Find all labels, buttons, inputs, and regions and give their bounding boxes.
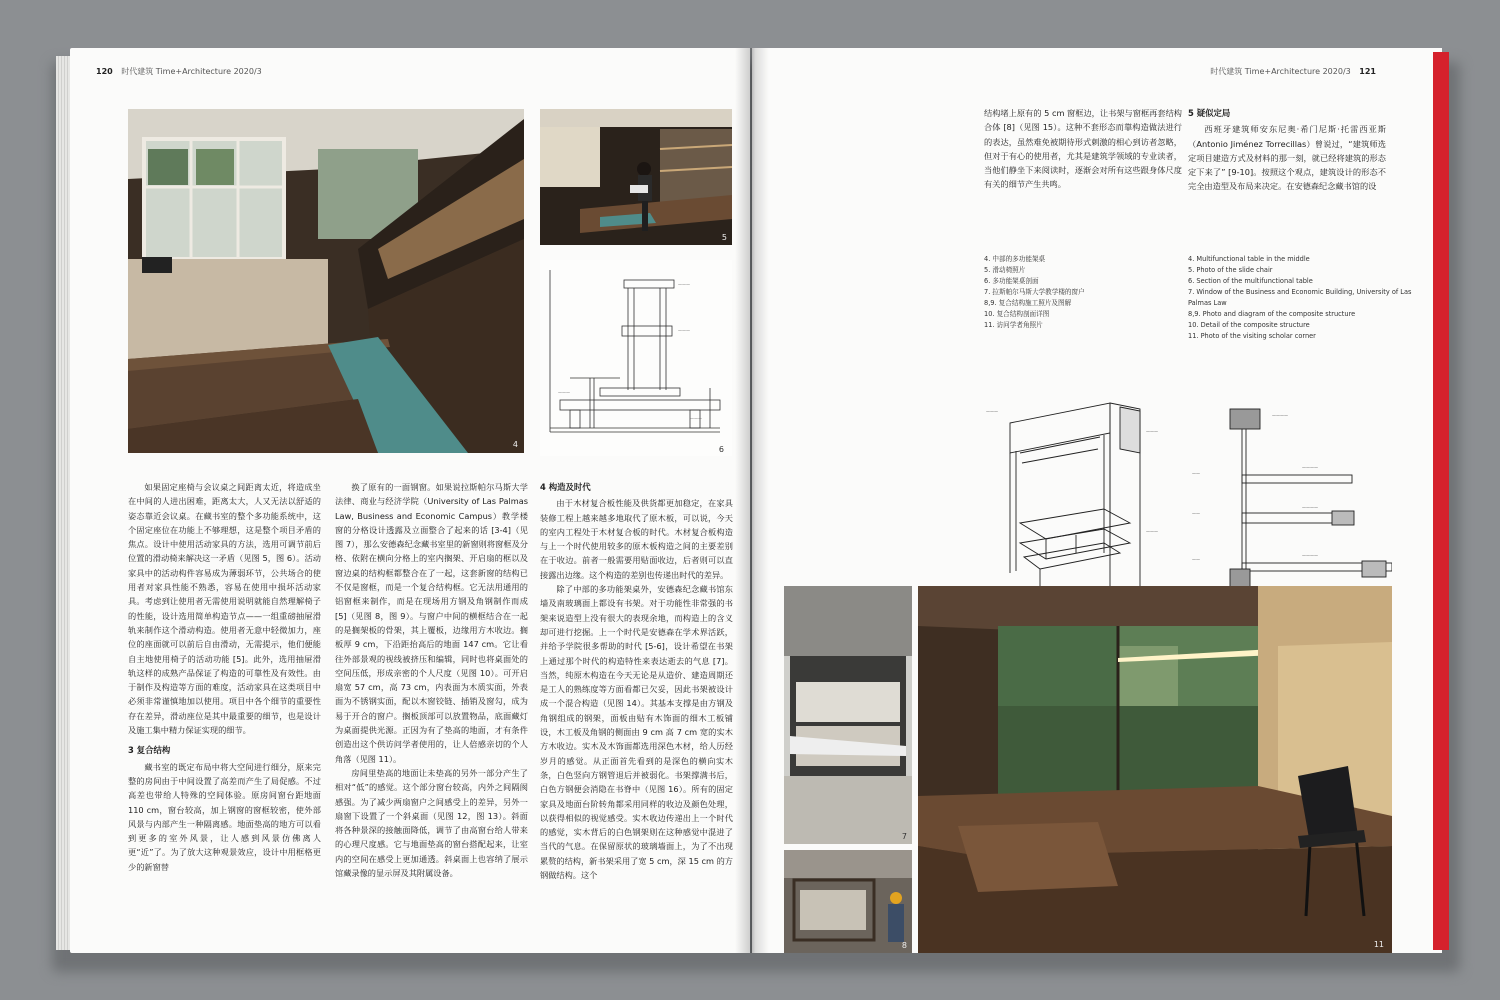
right-header [1210,66,1382,77]
svg-text:——: —— [1192,511,1200,516]
section-heading-3: 3 复合结构 [128,745,171,756]
caption: 10. 复合结构剖面详图 [984,310,1050,318]
red-page-edge [1433,52,1449,950]
figure-5-slide-chair-photo [540,109,732,245]
svg-text:———: ——— [1146,429,1158,434]
paragraph: 由于木材复合板性能及供货都更加稳定，在家具装修工程上越来越多地取代了原木板，可以说，今天的室内工程处于木材复合板的时代。木材复合板构造与上一个时代使用较多的原木板构造之间的主要差别在于收边。前者一般需要用贴面收边，后者则可以直接露出边缘。这个构造的差别也传递出时代的差异。 [540,498,733,580]
figure-6-number: 6 [718,445,724,454]
caption: 8,9. Photo and diagram of the composite structure [1188,310,1356,318]
caption: 4. 中部的多功能架桌 [984,255,1046,263]
svg-text:——: —— [1192,471,1200,476]
captions-chinese [984,254,1184,331]
svg-text:————: ———— [1272,413,1288,418]
caption: 11. Photo of the visiting scholar corner [1188,332,1316,340]
right-journal-title: 时代建筑 Time+Architecture 2020/3 [1210,67,1351,76]
section-heading-5: 5 疑似定局 [1188,108,1231,118]
svg-text:————: ———— [1302,553,1318,558]
left-text-column-1 [128,480,321,874]
construction-site-drawing [784,850,912,953]
library-interior-drawing [128,109,524,453]
figure-7-window-photo [784,586,912,844]
caption: 10. Detail of the composite structure [1188,321,1310,329]
svg-text:———: ——— [690,416,702,421]
right-text-column-1 [984,106,1182,192]
figure-8-construction-photo [784,850,912,953]
caption: 7. Window of the Business and Economic Building, University of Las [1188,288,1412,296]
slide-chair-drawing [540,109,732,245]
figure-4-number: 4 [512,440,518,449]
left-header [90,66,262,77]
left-journal-title: 时代建筑 Time+Architecture 2020/3 [121,67,262,76]
left-page-number: 120 [96,67,113,76]
figure-11-number: 11 [1373,940,1384,949]
captions-english [1188,254,1412,342]
svg-text:———: ——— [1146,529,1158,534]
figure-7-number: 7 [901,832,907,841]
svg-text:——: —— [1192,557,1200,562]
caption: 11. 访问学者角照片 [984,321,1043,329]
caption: 4. Multifunctional table in the middle [1188,255,1310,263]
figure-4-library-interior-photo [128,109,524,453]
caption: 7. 拉斯帕尔马斯大学教学楼的窗户 [984,288,1085,296]
right-page-number: 121 [1359,67,1376,76]
figure-6-section-drawing [540,260,732,456]
svg-text:————: ———— [1302,465,1318,470]
svg-text:———: ——— [986,409,998,414]
book-gutter-shadow [735,48,769,953]
left-page [70,48,750,953]
las-palmas-window-drawing [784,586,912,844]
figure-11-visiting-scholar-corner-photo [918,586,1392,953]
caption: 8,9. 复合结构施工照片及图解 [984,299,1072,307]
svg-text:———: ——— [678,328,690,333]
caption: 5. Photo of the slide chair [1188,266,1273,274]
scholar-corner-drawing [918,586,1392,953]
right-text-column-2 [1188,106,1386,194]
left-text-column-3 [540,480,733,882]
figure-5-number: 5 [721,233,727,242]
svg-text:———: ——— [558,390,570,395]
caption: Palmas Law [1188,299,1227,307]
svg-text:————: ———— [1302,505,1318,510]
svg-text:———: ——— [678,282,690,287]
paragraph: 换了原有的一面钢窗。如果说拉斯帕尔马斯大学法律、商业与经济学院（University of Las Palmas Law, Business and Economic Campus）教学楼窗的分格设计透露及立面整合了起来的话 [3-4]（见图 7），那么安德森纪念藏书室里的新窗则将窗框及分格、依附在横向分格上的室内搁架、开启扇的框以及窗边桌的结构框都整合在了一起，这套新窗的结构已不仅是窗框，而是一个复合结构框。它无法用通用的铝窗框来制作，而是在现场用方钢及角钢制作而成 [5]（见图 8，图 9）。与窗户中间的横框结合在一起的是搁架板的骨架，其上覆板，边缘用方木收边。搁板厚 9 cm，下沿距抬高后的地面 147 cm。它让看往外部景观的视线被挤压和编辑，同时也将桌面处的空间压低，形成亲密的个人尺度（见图 10）。可开启扇宽 57 cm，高 73 cm，内表面为木质实面，外表面为不锈钢实面，配以木窗铰链、插销及窗勾，成为易于开合的窗户。搁板顶部可以放置物品，底面藏灯为桌面提供光源。正因为有了垫高的地面，才有条件创造出这个供访问学者使用的，让人倍感亲切的个人角落（见图 11）。 [335,482,528,764]
section-heading-4: 4 构造及时代 [540,482,591,492]
paragraph: 房间里垫高的地面让未垫高的另外一部分产生了相对“低”的感觉。这个部分窗台较高，内外之间隔阂感强。为了减少两扇窗户之间感受上的差异，另外一扇窗下设置了一个斜桌面（见图 12，图 13）。斜面将各种景深的接触面降低，调节了由高窗台给人带来的心理尺度感。它与地面垫高的窗台搭配起来，让室内的空间在感受上更加通透。斜桌面上也容纳了展示馆藏录像的显示屏及其附属设备。 [335,767,528,879]
multifunctional-table-section-drawing [540,260,732,456]
caption: 6. Section of the multifunctional table [1188,277,1313,285]
caption: 6. 多功能架桌剖面 [984,277,1039,285]
caption: 5. 滑动椅照片 [984,266,1026,274]
right-page [752,48,1442,953]
paragraph: 西班牙建筑师安东尼奥·希门尼斯·托雷西亚斯（Antonio Jiménez Torrecillas）曾说过，“建筑师选定项目建造方式及材料的那一刻，就已经将建筑的形态定下来了” [9-10]。按照这个观点，建筑设计的形态不完全由造型及布局来决定。在安德森纪念藏书馆的设 [1188,124,1386,192]
figure-8-number: 8 [901,941,907,950]
left-text-column-2 [335,480,528,880]
paragraph: 结构堵上原有的 5 cm 窗框边，让书架与窗框再套结构合体 [8]（见图 15）。这种不套形态而靠构造做法进行的表达，虽然难免被期待形式刺激的相心到访者忽略，但对于有心的使用者，尤其是建筑学领域的专业读者，当他们静坐下来阅读时，逐渐会对所有这些跟身体尺度有关的细节产生共鸣。 [984,108,1182,190]
paragraph: 除了中部的多功能架桌外，安德森纪念藏书馆东墙及南玻璃面上都设有书架。对于功能性非常强的书架来说造型上没有很大的表现余地，而构造上的含义却可进行挖掘。上一个时代是安德森在学术界活跃，并给予学院很多帮助的时代 [5-6]，设计希望在书架上通过那个时代的构造特性来表达逝去的气息 [7]。当然，纯原木构造在今天无论是从造价、建造周期还是工人的熟练度等方面看都已欠妥，因此书架被设计成一个混合构造（见图 14）。其基本支撑是由方钢及角钢组成的钢架，面板由贴有木饰面的细木工板铺设，木工板及角钢的侧面由 9 cm 高 7 cm 宽的实木方木收边。实木及木饰面都选用深色木材，给人历经岁月的感觉。从正面首先看到的是深色的横向实木条，白色竖向方钢管退后并被弱化。书架撑满书后，白色方钢便会消隐在书脊中（见图 16）。所有的固定家具及地面台阶转角都采用同样的收边及颜色处理，以获得相似的视觉感受。实木收边传递出上一个时代的感觉，实木背后的白色钢架则在这种感觉中混进了当代的气息。在保留原状的玻璃墙面上，为了不出现累赘的结构，新书架采用了宽 5 cm，深 15 cm 的方钢做结构。这个 [540,584,733,881]
paragraph: 如果固定座椅与会议桌之间距离太近，将造成坐在中间的人进出困难，距离太大，人又无法以舒适的姿态靠近会议桌。在藏书室的整个多功能系统中，这个固定座位在功能上不够理想，这是整个项目矛盾的焦点。设计中使用活动家具的方法，选用可调节前后位置的滑动椅来解决这一矛盾（见图 5，图 6）。活动家具中的活动构件容易成为薄弱环节，公共场合的使用者对家具性能不熟悉，容易在使用中损坏活动家具。考虑到让使用者无需使用说明就能自然理解椅子的性能，设计选用简单构造节点——一组重磅抽屉滑轨来制作这个滑动构造。使用者无意中轻微加力，座位的座面就可以前后自由滑动，无需提示，他们便能自主地使用椅子的活动功能 [5]。此外，选用抽屉滑轨这样的成熟产品保证了构造的可靠性及有效性。由于制作及构造等方面的难度，活动家具在这类项目中必须非常谨慎地加以使用。项目中各个细节的重要性存在差异，滑动座位是其中最重要的细节，也是设计及施工集中精力保证实现的细节。 [128,482,321,736]
paragraph: 藏书室的既定布局中将大空间进行细分，原来完整的房间由于中间设置了高差而产生了局促感。不过高差也带给人特殊的空间体验。原房间窗台距地面110 cm，窗台较高，加上钢窗的窗框较密，使外部风景与内部产生一种隔离感。地面垫高的地方可以看到更多的室外风景，让人感到风景仿佛离人更“近”了。为了放大这种观景效应，设计中用框格更少的新窗替 [128,761,321,872]
